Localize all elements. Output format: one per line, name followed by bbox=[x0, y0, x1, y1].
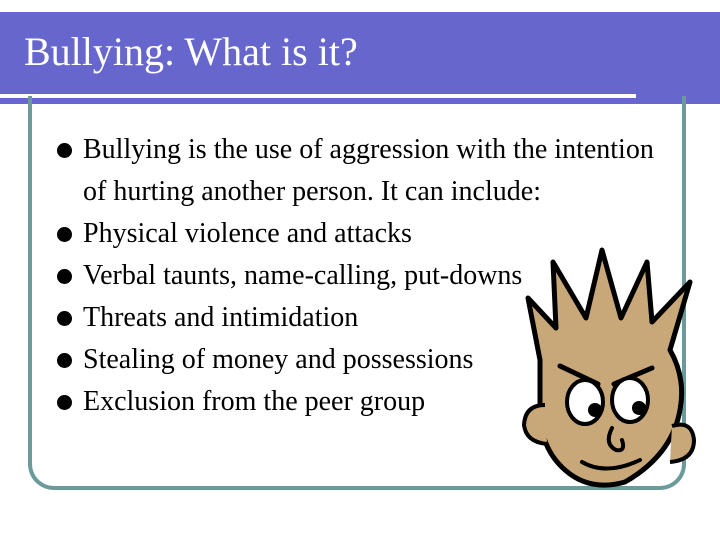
angry-cartoon-face-icon bbox=[520, 235, 700, 495]
bullet-icon bbox=[57, 353, 72, 368]
right-ear bbox=[670, 425, 694, 462]
face-shape bbox=[528, 250, 690, 485]
bullet-icon bbox=[57, 227, 72, 242]
bullet-text: Physical violence and attacks bbox=[83, 218, 412, 249]
left-pupil bbox=[588, 403, 602, 417]
bullet-text: Verbal taunts, name-calling, put-downs bbox=[83, 260, 523, 291]
left-ear bbox=[524, 405, 547, 444]
bullet-icon bbox=[57, 395, 72, 410]
page-title: Bullying: What is it? bbox=[24, 29, 358, 74]
right-pupil bbox=[632, 401, 646, 415]
title-band-right bbox=[690, 12, 720, 104]
bullet-text: Stealing of money and possessions bbox=[83, 344, 474, 375]
list-item bbox=[56, 129, 656, 213]
left-eye bbox=[567, 380, 603, 424]
right-eye bbox=[612, 378, 648, 422]
bullet-text: Bullying is the use of aggression with the intention of hurting another person. It can include: bbox=[83, 134, 654, 207]
bullet-text: Threats and intimidation bbox=[83, 302, 359, 333]
bullet-text: Exclusion from the peer group bbox=[83, 386, 426, 417]
bullet-icon bbox=[57, 143, 72, 158]
bullet-icon bbox=[57, 311, 72, 326]
bullet-icon bbox=[57, 269, 72, 284]
